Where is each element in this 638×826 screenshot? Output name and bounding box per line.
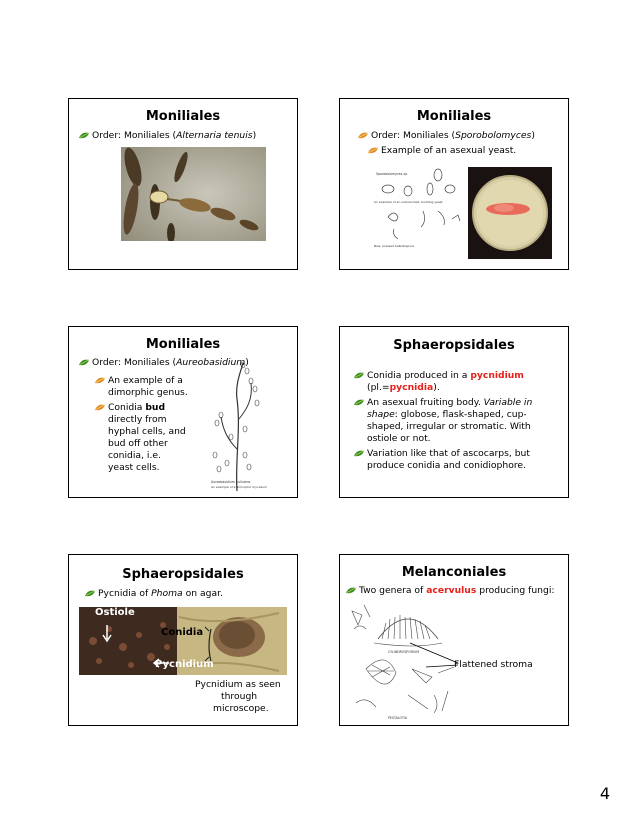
- sub-bullet-line: conidia, i.e.: [108, 450, 161, 461]
- slide-6: [339, 554, 569, 726]
- figure-caption: Sporobolomyces sp.: [376, 172, 409, 176]
- slide-title: Moniliales: [145, 109, 221, 124]
- page-number: 4: [599, 784, 610, 803]
- figure-caption: PESTALOTIA: [388, 716, 408, 720]
- text-line: (pl.=pycnidia).: [367, 382, 440, 393]
- sub-bullet-line: Conidia bud: [95, 402, 165, 414]
- text-line: ostiole or not.: [367, 433, 431, 444]
- text-line: shape: globose, flask-shaped, cup-: [367, 409, 527, 420]
- slide-title: Moniliales: [145, 337, 221, 352]
- figure-caption: CYLINDROSPORIUM: [388, 650, 420, 654]
- text-line: produce conidia and conidiophore.: [367, 460, 526, 471]
- sub-bullet-line: hyphal cells, and: [108, 426, 186, 437]
- leaf-bullet-icon: [346, 587, 357, 594]
- bullet-line: An asexual fruiting body. Variable in: [354, 397, 532, 409]
- leaf-bullet-icon: [354, 450, 365, 457]
- slide-title: Melanconiales: [401, 565, 507, 580]
- leaf-bullet-icon: [95, 377, 106, 384]
- sub-bullet-line: bud off other: [108, 438, 168, 449]
- bullet-line: Order: Moniliales (Aureobasidium): [79, 357, 249, 369]
- slide-title: Sphaeropsidales: [393, 338, 515, 353]
- slide-2: [339, 98, 569, 270]
- bullet-line: Order: Moniliales (Alternaria tenuis): [79, 130, 256, 142]
- conidia-label: Conidia: [161, 627, 204, 638]
- bullet-line: Example of an asexual yeast.: [368, 145, 516, 157]
- aureobasidium-drawing: [207, 359, 273, 495]
- sub-bullet-line: An example of a: [95, 375, 183, 387]
- slide-5: [68, 554, 298, 726]
- flattened-stroma-label: Flattened stroma: [454, 659, 533, 670]
- sub-bullet-line: dimorphic genus.: [108, 387, 188, 398]
- sporobolomyces-drawing: [368, 167, 468, 253]
- slide-title: Sphaeropsidales: [122, 567, 244, 582]
- agar-plate-photo: [468, 167, 552, 259]
- leaf-bullet-icon: [95, 404, 106, 411]
- slide-title: Moniliales: [416, 109, 492, 124]
- figure-caption: through: [221, 691, 258, 702]
- leaf-bullet-icon: [79, 132, 90, 139]
- bullet-line: Conidia produced in a pycnidium: [354, 370, 524, 382]
- leaf-bullet-icon: [85, 590, 96, 597]
- slide-1: [68, 98, 298, 270]
- sub-bullet-line: yeast cells.: [108, 462, 160, 473]
- leaf-bullet-icon: [368, 147, 379, 154]
- sub-bullet-line: directly from: [108, 414, 167, 425]
- slide-4: [339, 326, 569, 498]
- leaf-bullet-icon: [79, 359, 90, 366]
- figure-caption: Pycnidium as seen: [195, 679, 281, 690]
- alternaria-micrograph: [121, 147, 266, 241]
- leaf-bullet-icon: [354, 372, 365, 379]
- figure-caption: Bais, pressed ballistospore: [374, 244, 415, 248]
- figure-caption: An example of a dimorphic mycelium: [211, 485, 268, 489]
- pycnidium-label: Pycnidium: [155, 659, 214, 670]
- leaf-bullet-icon: [354, 399, 365, 406]
- figure-caption: An example of an unbranched, budding yeast: [374, 200, 443, 204]
- acervulus-drawings: [348, 599, 468, 723]
- leaf-bullet-icon: [358, 132, 369, 139]
- bullet-line: Pycnidia of Phoma on agar.: [85, 588, 223, 600]
- bullet-line: Two genera of acervulus producing fungi:: [346, 585, 554, 597]
- figure-caption: Aureobasidium pullulans: [211, 480, 251, 484]
- slide-3: [68, 326, 298, 498]
- bullet-line: Variation like that of ascocarps, but: [354, 448, 530, 460]
- text-line: shaped, irregular or stromatic. With: [367, 421, 531, 432]
- figure-caption: microscope.: [213, 703, 269, 714]
- bullet-line: Order: Moniliales (Sporobolomyces): [358, 130, 535, 142]
- ostiole-label: Ostiole: [95, 607, 135, 618]
